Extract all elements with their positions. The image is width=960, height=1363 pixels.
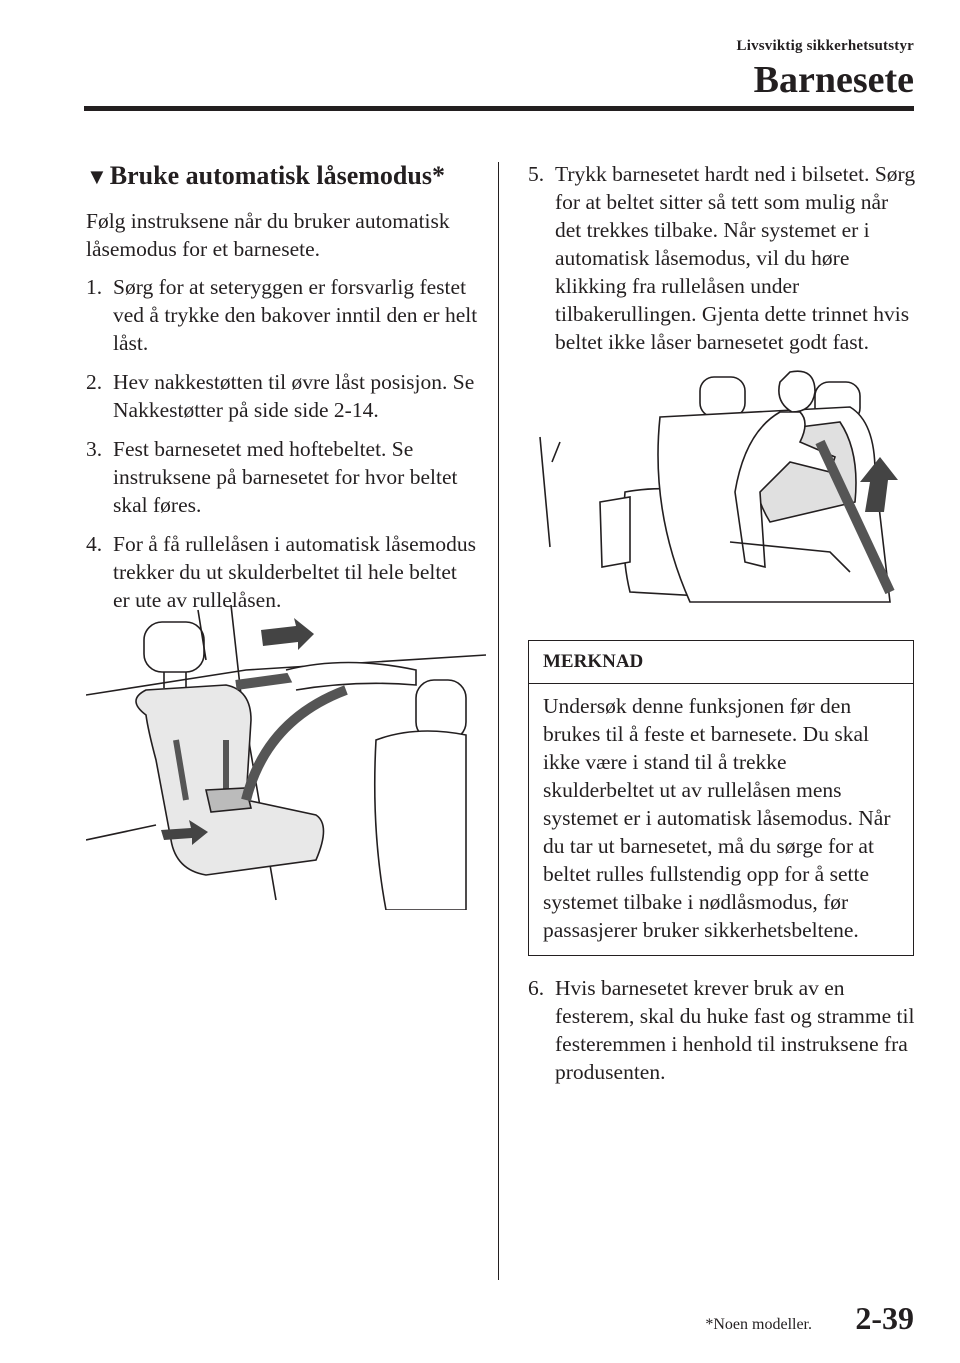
step-text: Hev nakkestøtten til øvre låst posisjon. Se Nakkestøtter på side side 2-14.: [113, 370, 475, 422]
header-rule: [84, 106, 914, 111]
step-number: 5.: [528, 162, 545, 186]
child-seat-belt-pull-illustration: [86, 600, 486, 910]
footnote: *Noen modeller.: [705, 1316, 812, 1333]
note-text: Undersøk denne funksjonen før den brukes til å feste et barnesete. Du skal ikke være i stand til å trekke skulderbeltet ut av rullelåsen mens systemet er i automatisk låsemodus. Når du tar ut barnesetet, må du sørge for at beltet rulles fullstendig opp for å sette systemet tilbake i nødlåsmodus, før passasjerer bruker sikkerhetsbeltene.: [543, 694, 891, 942]
step-text: Trykk barnesetet hardt ned i bilsetet. Sørg for at beltet sitter så tett som mulig når det trekkes tilbake. Når systemet er i automatisk låsemodus, vil du høre klikking fra rullelåsen under tilbakerullingen. Gjenta dette trinnet hvis beltet ikke låser barnesetet godt fast.: [555, 162, 916, 354]
left-column: [86, 158, 478, 625]
step-text: Fest barnesetet med hoftebeltet. Se instruksene på barnesetet for hvor beltet skal føres.: [113, 437, 458, 517]
step-2: [86, 368, 478, 424]
section-heading-text: Bruke automatisk låsemodus*: [109, 161, 445, 190]
step-number: 2.: [86, 370, 103, 394]
page-title: Barnesete: [753, 59, 914, 101]
triangle-marker-icon: ▼: [86, 164, 108, 189]
step-text: For å få rullelåsen i automatisk låsemodus trekker du ut skulderbeltet til hele beltet er ute av rullelåsen.: [113, 532, 477, 612]
step-number: 1.: [86, 275, 103, 299]
press-child-seat-illustration: [530, 362, 920, 610]
right-column: [528, 160, 916, 367]
step-number: 4.: [86, 532, 103, 556]
note-title: MERKNAD: [529, 641, 913, 684]
step-number: 3.: [86, 437, 103, 461]
column-divider: [498, 162, 499, 1280]
step-1: [86, 273, 478, 357]
step-6: [528, 974, 916, 1086]
step-5: [528, 160, 916, 356]
chapter-title: Livsviktig sikkerhetsutstyr: [736, 38, 914, 54]
step-number: 6.: [528, 976, 545, 1000]
step-text: Hvis barnesetet krever bruk av en festerem, skal du huke fast og stramme til festeremmen i henhold til instruksene fra produsenten.: [555, 976, 915, 1084]
page-number: 2-39: [855, 1300, 914, 1336]
intro-paragraph: Følg instruksene når du bruker automatisk låsemodus for et barnesete.: [86, 209, 450, 261]
right-lower-column: [528, 974, 916, 1097]
note-box: [528, 640, 914, 956]
step-text: Sørg for at seteryggen er forsvarlig festet ved å trykke den bakover inntil den er helt låst.: [113, 275, 478, 355]
section-heading: [86, 158, 478, 195]
step-3: [86, 435, 478, 519]
